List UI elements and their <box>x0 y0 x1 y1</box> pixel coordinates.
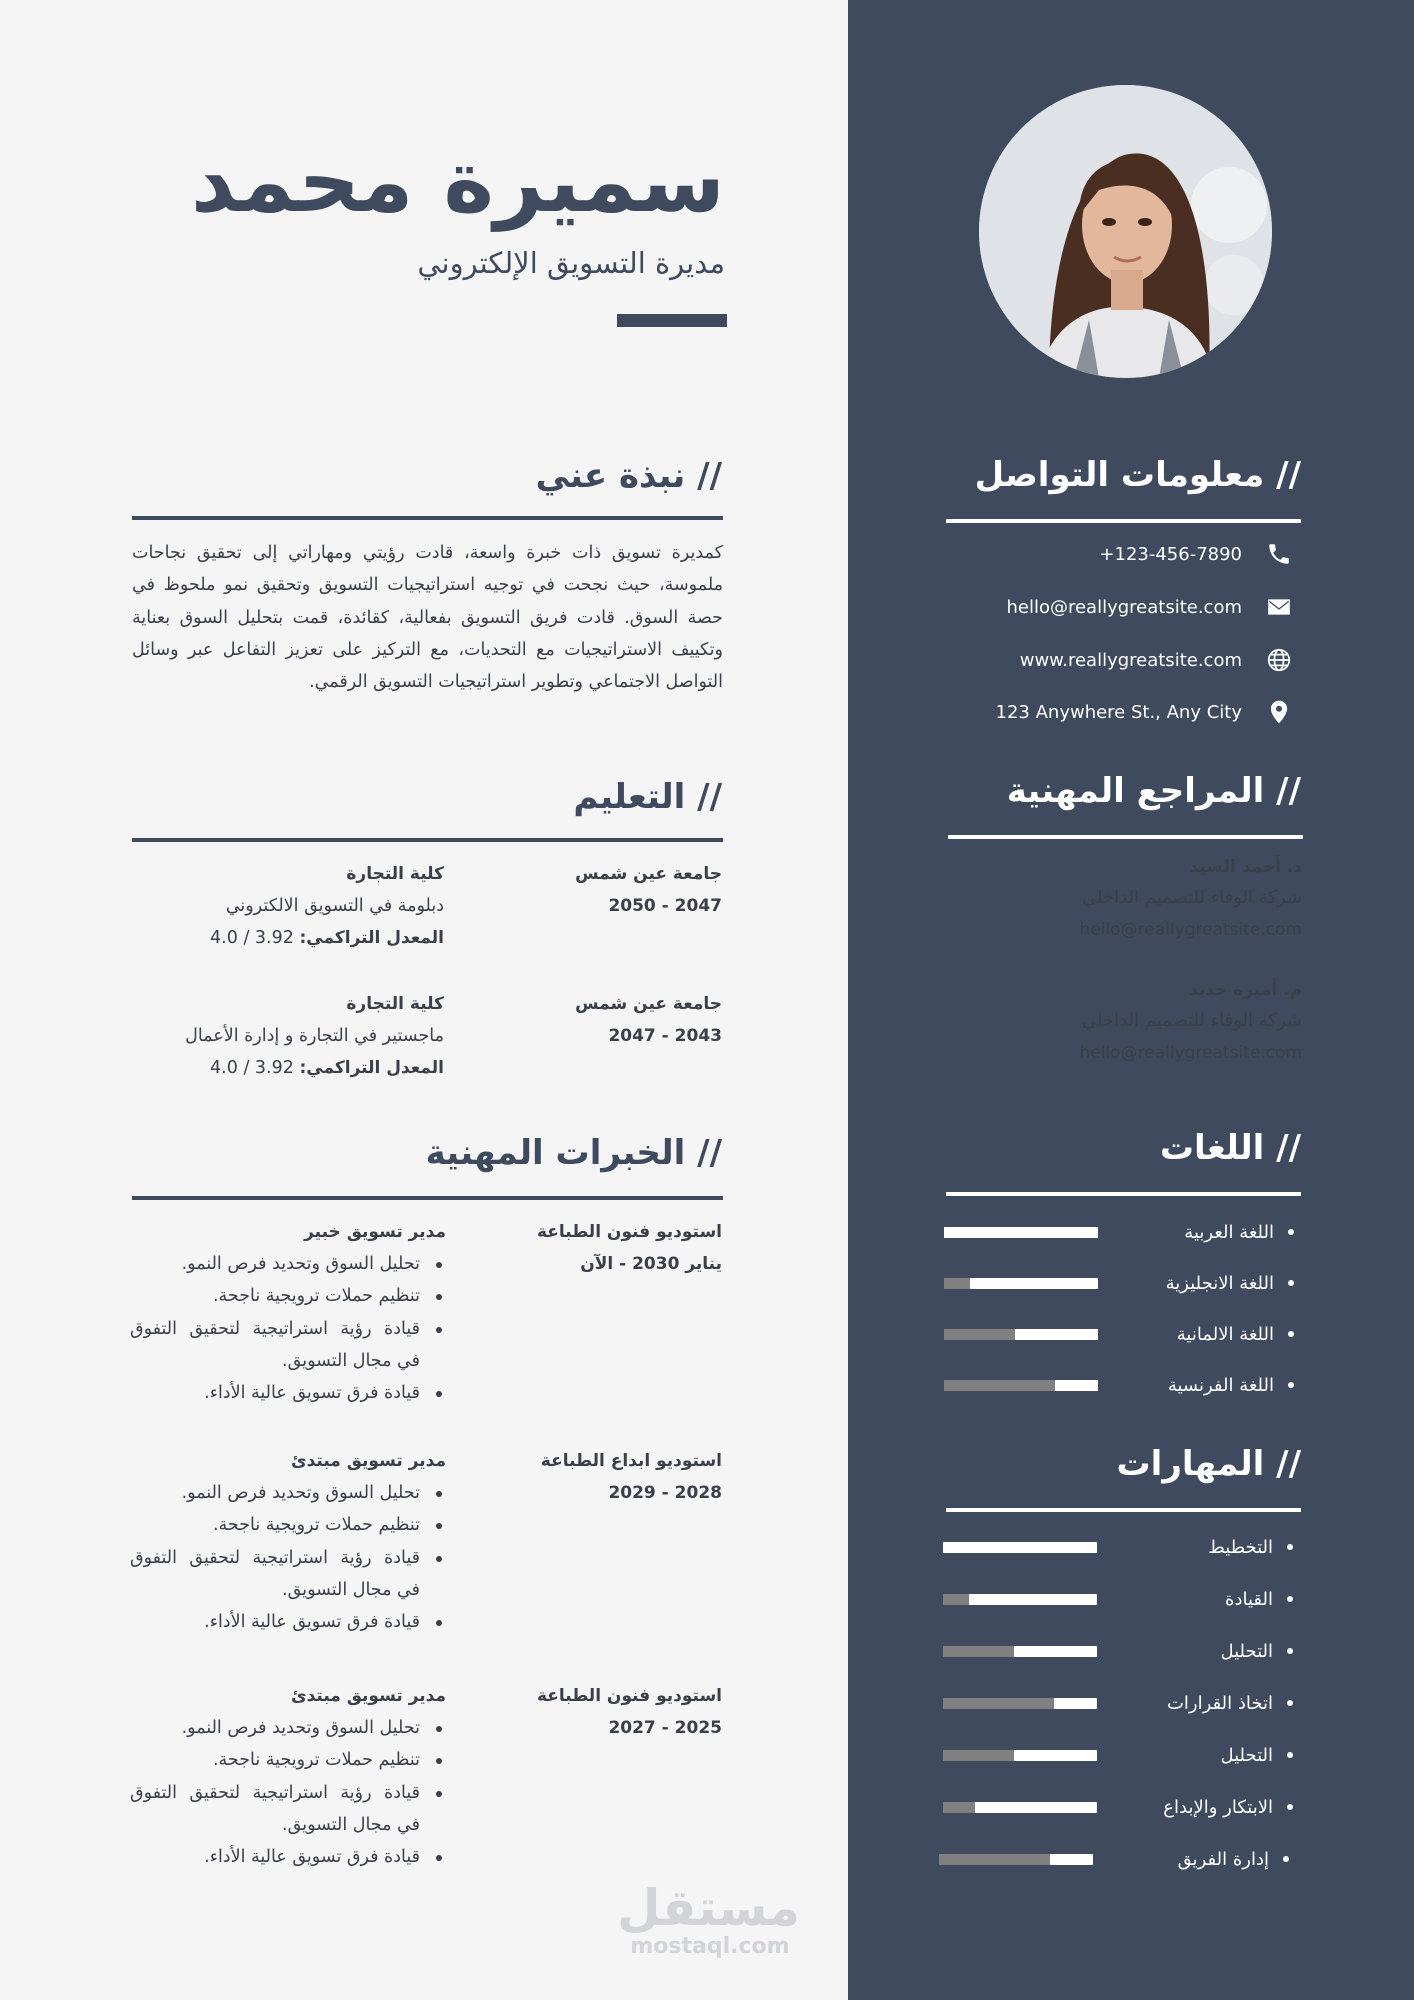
skill-level-fill <box>943 1698 1054 1709</box>
about-divider <box>132 516 723 520</box>
bullet-dot <box>1288 1382 1294 1388</box>
education-2-years: 2043 - 2047 <box>608 1026 722 1046</box>
experience-3-role: مدير تسويق مبتدئ <box>291 1686 446 1706</box>
references-divider <box>948 835 1303 839</box>
education-1-degree: دبلومة في التسويق الالكتروني <box>225 896 444 916</box>
language-row <box>944 1268 1294 1298</box>
language-label-wrap <box>1177 1324 1294 1345</box>
skill-level-bar <box>943 1698 1097 1709</box>
experience-divider <box>132 1196 723 1200</box>
contact-divider <box>946 519 1301 523</box>
language-level-bar <box>944 1227 1098 1238</box>
skill-level-bar <box>943 1802 1097 1813</box>
education-2-institution <box>492 988 722 1052</box>
skill-label-wrap <box>1225 1589 1293 1610</box>
list-item: تحليل السوق وتحديد فرص النمو. <box>130 1712 446 1744</box>
location-pin-icon <box>1264 697 1294 727</box>
contact-phone[interactable] <box>1099 534 1294 574</box>
bullet-dot <box>1287 1648 1293 1654</box>
language-level-fill <box>944 1380 1055 1391</box>
education-2-college: كلية التجارة <box>346 994 444 1014</box>
reference-1-email[interactable]: hello@reallygreatsite.com <box>1079 920 1302 940</box>
skill-level-fill <box>943 1802 975 1813</box>
education-section-title: // التعليم <box>573 777 722 817</box>
list-item: تحليل السوق وتحديد فرص النمو. <box>130 1248 446 1280</box>
skill-level-fill <box>943 1646 1014 1657</box>
references-section-title: // المراجع المهنية <box>1006 771 1301 811</box>
contact-website-text: www.reallygreatsite.com <box>1019 649 1242 671</box>
experience-1-company: استوديو فنون الطباعة <box>537 1222 722 1242</box>
list-item: قيادة رؤية استراتيجية لتحقيق التفوق في مجال التسويق. <box>130 1542 446 1607</box>
experience-1-details <box>130 1216 446 1409</box>
skill-label: إدارة الفريق <box>1177 1848 1269 1870</box>
skill-level-bar <box>943 1750 1097 1761</box>
experience-2-role: مدير تسويق مبتدئ <box>291 1451 446 1471</box>
skill-level-bar <box>943 1542 1097 1553</box>
language-level-fill <box>944 1278 970 1289</box>
skill-row <box>943 1532 1293 1562</box>
language-level-bar <box>944 1278 1098 1289</box>
reference-2-company: شركة الوفاء للتصميم الداخلي <box>1081 1010 1302 1031</box>
skill-label: اتخاذ القرارات <box>1166 1692 1273 1714</box>
skill-row <box>943 1688 1293 1718</box>
experience-section-title: // الخبرات المهنية <box>425 1133 722 1173</box>
title-accent-bar <box>617 314 727 327</box>
experience-1-company-block <box>492 1216 722 1280</box>
experience-3-company: استوديو فنون الطباعة <box>537 1686 722 1706</box>
contact-website[interactable] <box>1020 640 1294 680</box>
education-2-details <box>144 988 444 1084</box>
skill-label: التخطيط <box>1208 1536 1273 1558</box>
skill-row <box>943 1636 1293 1666</box>
list-item: قيادة فرق تسويق عالية الأداء. <box>130 1841 446 1873</box>
education-2-gpa <box>144 1052 444 1084</box>
about-section-title: // نبذة عني <box>535 456 722 496</box>
bullet-dot <box>1288 1280 1294 1286</box>
skill-label-wrap <box>1208 1537 1293 1558</box>
experience-1-role: مدير تسويق خبير <box>304 1222 446 1242</box>
skill-row <box>943 1792 1293 1822</box>
language-label: اللغة الفرنسية <box>1167 1374 1274 1396</box>
language-row <box>944 1217 1294 1247</box>
list-item: قيادة فرق تسويق عالية الأداء. <box>130 1377 446 1409</box>
education-1-gpa <box>144 922 444 954</box>
education-1-gpa-value: 3.92 / 4.0 <box>210 928 294 948</box>
globe-icon <box>1264 645 1294 675</box>
mostaql-watermark <box>617 1879 800 1960</box>
contact-phone-text: +123-456-7890 <box>1099 543 1242 565</box>
contact-address-text: 123 Anywhere St., Any City <box>995 701 1242 723</box>
skill-level-fill <box>939 1854 1050 1865</box>
bullet-dot <box>1287 1804 1293 1810</box>
skill-row <box>943 1740 1293 1770</box>
experience-2-period: 2028 - 2029 <box>608 1483 722 1503</box>
skill-row <box>943 1584 1293 1614</box>
education-2-gpa-label: المعدل التراكمي: <box>299 1058 444 1078</box>
education-1-university: جامعة عين شمس <box>575 864 722 884</box>
bullet-dot <box>1287 1596 1293 1602</box>
languages-divider <box>946 1192 1301 1196</box>
list-item: تنظيم حملات ترويجية ناجحة. <box>130 1509 446 1541</box>
experience-3-bullets <box>130 1712 446 1873</box>
language-level-bar <box>944 1329 1098 1340</box>
bullet-dot <box>1287 1752 1293 1758</box>
skill-label-wrap <box>1220 1745 1293 1766</box>
experience-2-bullets <box>130 1477 446 1638</box>
contact-email[interactable] <box>1006 587 1294 627</box>
language-label-wrap <box>1168 1375 1294 1396</box>
skill-level-bar <box>943 1646 1097 1657</box>
skill-label: القيادة <box>1225 1588 1273 1610</box>
list-item: تنظيم حملات ترويجية ناجحة. <box>130 1744 446 1776</box>
skill-label-wrap <box>1220 1641 1293 1662</box>
education-1-institution <box>492 858 722 922</box>
candidate-name: سميرة محمد <box>190 132 725 232</box>
watermark-arabic: مستقل <box>617 1879 800 1937</box>
contact-address <box>996 692 1294 732</box>
skill-label-wrap <box>1178 1849 1289 1870</box>
mail-icon <box>1264 592 1294 622</box>
contact-email-text: hello@reallygreatsite.com <box>1006 596 1242 618</box>
skill-level-fill <box>943 1594 969 1605</box>
reference-2 <box>942 975 1302 1069</box>
language-level-fill <box>944 1329 1015 1340</box>
about-text: كمديرة تسويق ذات خبرة واسعة، قادت رؤيتي ومهاراتي إلى تحقيق نجاحات ملموسة، حيث نجحت في توجيه استراتيجيات التسويق وتحقيق نمو ملحوظ في حصة السوق. قادت فريق التسويق بفعالية، كقائدة، قمت بتحليل السوق بعناية وتكييف الاستراتيجيات مع التحديات، مع التركيز على تعزيز التفاعل عبر وسائل التواصل الاجتماعي وتطوير استراتيجيات التسويق الرقمي. <box>132 543 723 693</box>
skills-section-title: // المهارات <box>1116 1444 1301 1484</box>
education-1-college: كلية التجارة <box>346 864 444 884</box>
language-label: اللغة العربية <box>1184 1221 1274 1243</box>
experience-3-details <box>130 1680 446 1873</box>
list-item: تحليل السوق وتحديد فرص النمو. <box>130 1477 446 1509</box>
skills-divider <box>946 1508 1301 1512</box>
skill-label: الابتكار والإبداع <box>1163 1796 1273 1818</box>
bullet-dot <box>1288 1331 1294 1337</box>
contact-section-title: // معلومات التواصل <box>974 455 1301 495</box>
reference-1-company: شركة الوفاء للتصميم الداخلي <box>1081 887 1302 908</box>
education-2-gpa-value: 3.92 / 4.0 <box>210 1058 294 1078</box>
education-2-university: جامعة عين شمس <box>575 994 722 1014</box>
experience-3-company-block <box>492 1680 722 1744</box>
phone-icon <box>1264 539 1294 569</box>
candidate-job-title: مديرة التسويق الإلكتروني <box>417 246 725 280</box>
education-2-degree: ماجستير في التجارة و إدارة الأعمال <box>185 1026 444 1046</box>
watermark-latin: mostaql.com <box>630 1934 790 1959</box>
skill-label-wrap <box>1163 1797 1293 1818</box>
skill-label: التحليل <box>1220 1744 1273 1766</box>
languages-section-title: // اللغات <box>1159 1128 1301 1168</box>
language-row <box>944 1370 1294 1400</box>
list-item: قيادة فرق تسويق عالية الأداء. <box>130 1606 446 1638</box>
list-item: قيادة رؤية استراتيجية لتحقيق التفوق في مجال التسويق. <box>130 1313 446 1378</box>
experience-2-company: استوديو ابداع الطباعة <box>540 1451 722 1471</box>
skill-level-bar <box>943 1594 1097 1605</box>
bullet-dot <box>1283 1856 1289 1862</box>
experience-3-period: 2025 - 2027 <box>608 1718 722 1738</box>
list-item: تنظيم حملات ترويجية ناجحة. <box>130 1280 446 1312</box>
experience-2-company-block <box>492 1445 722 1509</box>
education-1-details <box>144 858 444 954</box>
skill-row <box>939 1844 1289 1874</box>
language-level-bar <box>944 1380 1098 1391</box>
language-label-wrap <box>1184 1222 1294 1243</box>
experience-1-period: يناير 2030 - الآن <box>580 1254 722 1274</box>
experience-1-bullets <box>130 1248 446 1409</box>
bullet-dot <box>1288 1229 1294 1235</box>
language-label: اللغة الانجليزية <box>1165 1272 1274 1294</box>
bullet-dot <box>1287 1544 1293 1550</box>
experience-2-details <box>130 1445 446 1638</box>
language-label: اللغة الالمانية <box>1176 1323 1274 1345</box>
bullet-dot <box>1287 1700 1293 1706</box>
skill-level-fill <box>943 1750 1014 1761</box>
reference-1-name: د. أحمد السيد <box>1189 857 1302 877</box>
skill-level-bar <box>939 1854 1093 1865</box>
language-label-wrap <box>1166 1273 1294 1294</box>
education-divider <box>132 838 723 842</box>
education-1-gpa-label: المعدل التراكمي: <box>299 928 444 948</box>
skill-label-wrap <box>1167 1693 1293 1714</box>
skill-label: التحليل <box>1220 1640 1273 1662</box>
education-1-years: 2047 - 2050 <box>608 896 722 916</box>
language-row <box>944 1319 1294 1349</box>
reference-2-email[interactable]: hello@reallygreatsite.com <box>1079 1043 1302 1063</box>
list-item: قيادة رؤية استراتيجية لتحقيق التفوق في مجال التسويق. <box>130 1777 446 1842</box>
profile-photo <box>979 85 1272 378</box>
reference-2-name: م. أميرة حديد <box>1189 980 1302 1000</box>
reference-1 <box>942 852 1302 946</box>
